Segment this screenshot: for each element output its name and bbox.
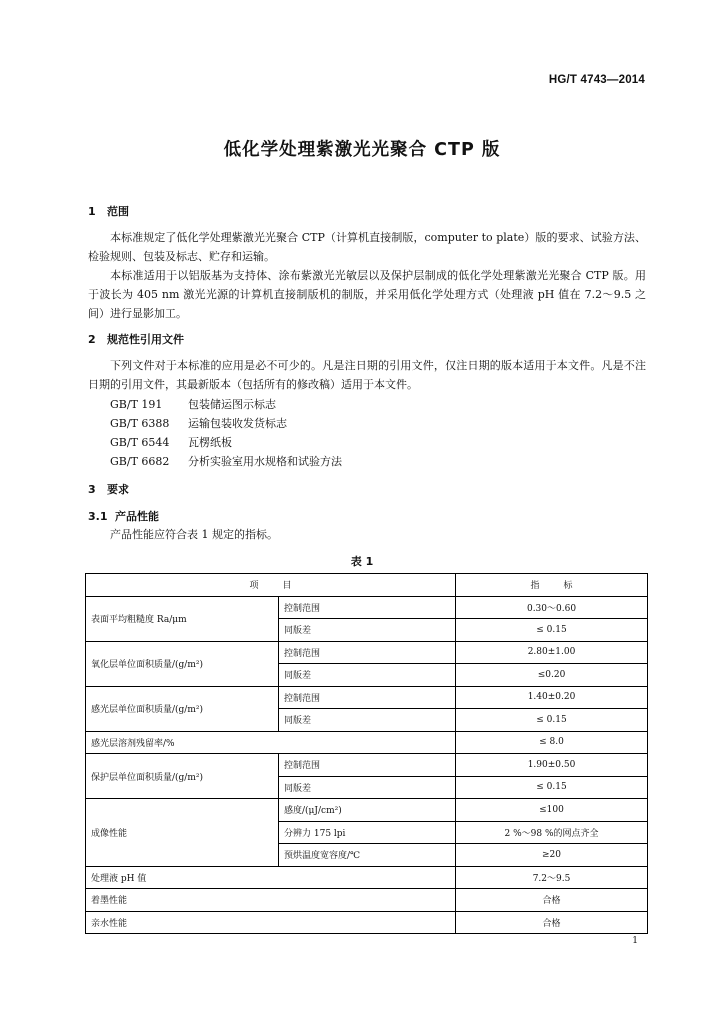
reference-item <box>110 452 342 471</box>
reference-title: 分析实验室用水规格和试验方法 <box>188 455 342 468</box>
item-cell: 亲水性能 <box>86 911 456 934</box>
section-title: 要求 <box>107 483 129 496</box>
reference-item <box>110 433 342 452</box>
value-cell: 1.40±0.20 <box>456 686 648 709</box>
value-cell: ≤ 0.15 <box>456 776 648 799</box>
item-cell: 成像性能 <box>86 799 279 867</box>
section-3-1-heading <box>88 508 159 524</box>
value-cell: ≤ 0.15 <box>456 619 648 642</box>
value-cell: 2.80±1.00 <box>456 641 648 664</box>
subsection-title: 产品性能 <box>115 510 159 523</box>
reference-item <box>110 395 342 414</box>
table-row <box>86 596 648 619</box>
spec-table <box>85 573 648 934</box>
scope-paragraph-2: 本标准适用于以铝版基为支持体、涂布紫激光光敏层以及保护层制成的低化学处理紫激光光聚合 CTP 版。用于波长为 405 nm 激光光源的计算机直接制版机的制版，并采用低化学处理方式（处理液 pH 值在 7.2～9.5 之间）进行显影加工。 <box>88 269 646 320</box>
table-header-row <box>86 574 648 597</box>
reference-list <box>110 395 342 471</box>
sub-item-cell: 同版差 <box>279 709 456 732</box>
reference-code: GB/T 6682 <box>110 455 170 468</box>
table-caption: 表 1 <box>350 555 374 568</box>
table-row <box>86 754 648 777</box>
value-cell: 2 %～98 %的网点齐全 <box>456 821 648 844</box>
sub-item-cell: 同版差 <box>279 619 456 642</box>
sub-item-cell: 预烘温度宽容度/℃ <box>279 844 456 867</box>
item-cell: 处理液 pH 值 <box>86 866 456 889</box>
table-row <box>86 731 648 754</box>
normative-refs-paragraph: 下列文件对于本标准的应用是必不可少的。凡是注日期的引用文件，仅注日期的版本适用于本文件。凡是不注日期的引用文件，其最新版本（包括所有的修改稿）适用于本文件。 <box>88 359 646 391</box>
item-cell: 氧化层单位面积质量/(g/m²) <box>86 641 279 686</box>
header-item: 项目 <box>86 574 456 597</box>
reference-code: GB/T 6544 <box>110 436 170 449</box>
sub-item-cell: 分辨力 175 lpi <box>279 821 456 844</box>
sub-item-cell: 控制范围 <box>279 686 456 709</box>
subsection-number: 3.1 <box>88 510 108 523</box>
value-cell: ≤0.20 <box>456 664 648 687</box>
item-cell: 着墨性能 <box>86 889 456 912</box>
item-cell: 感光层溶剂残留率/% <box>86 731 456 754</box>
item-cell: 感光层单位面积质量/(g/m²) <box>86 686 279 731</box>
scope-paragraph-1: 本标准规定了低化学处理紫激光光聚合 CTP（计算机直接制版，computer to plate）版的要求、试验方法、检验规则、包装及标志、贮存和运输。 <box>88 231 646 263</box>
section-title: 范围 <box>107 205 129 218</box>
value-cell: 合格 <box>456 911 648 934</box>
product-performance-paragraph: 产品性能应符合表 1 规定的指标。 <box>110 528 278 541</box>
value-cell: ≤ 0.15 <box>456 709 648 732</box>
document-title: 低化学处理紫激光光聚合 CTP 版 <box>223 140 501 160</box>
sub-item-cell: 控制范围 <box>279 754 456 777</box>
sub-item-cell: 同版差 <box>279 664 456 687</box>
reference-title: 包装储运图示标志 <box>188 398 276 411</box>
reference-title: 瓦楞纸板 <box>188 436 232 449</box>
section-3-heading <box>88 481 129 497</box>
section-number: 1 <box>88 205 96 218</box>
reference-title: 运输包装收发货标志 <box>188 417 287 430</box>
value-cell: ≥20 <box>456 844 648 867</box>
sub-item-cell: 感度/(μJ/cm²) <box>279 799 456 822</box>
page-number: 1 <box>632 936 638 946</box>
table-row <box>86 889 648 912</box>
sub-item-cell: 控制范围 <box>279 596 456 619</box>
table-row <box>86 866 648 889</box>
section-title: 规范性引用文件 <box>107 333 184 346</box>
value-cell: ≤100 <box>456 799 648 822</box>
table-row <box>86 799 648 822</box>
item-cell: 保护层单位面积质量/(g/m²) <box>86 754 279 799</box>
sub-item-cell: 控制范围 <box>279 641 456 664</box>
section-2-heading <box>88 331 184 347</box>
value-cell: 7.2～9.5 <box>456 866 648 889</box>
value-cell: ≤ 8.0 <box>456 731 648 754</box>
table-row <box>86 911 648 934</box>
reference-item <box>110 414 342 433</box>
table-row <box>86 686 648 709</box>
value-cell: 合格 <box>456 889 648 912</box>
reference-code: GB/T 191 <box>110 398 163 411</box>
item-cell: 表面平均粗糙度 Ra/μm <box>86 596 279 641</box>
header-value: 指标 <box>456 574 648 597</box>
standard-code: HG/T 4743—2014 <box>548 74 645 86</box>
section-number: 3 <box>88 483 96 496</box>
value-cell: 0.30～0.60 <box>456 596 648 619</box>
reference-code: GB/T 6388 <box>110 417 170 430</box>
section-number: 2 <box>88 333 96 346</box>
value-cell: 1.90±0.50 <box>456 754 648 777</box>
section-1-heading <box>88 203 129 219</box>
table-row <box>86 641 648 664</box>
sub-item-cell: 同版差 <box>279 776 456 799</box>
